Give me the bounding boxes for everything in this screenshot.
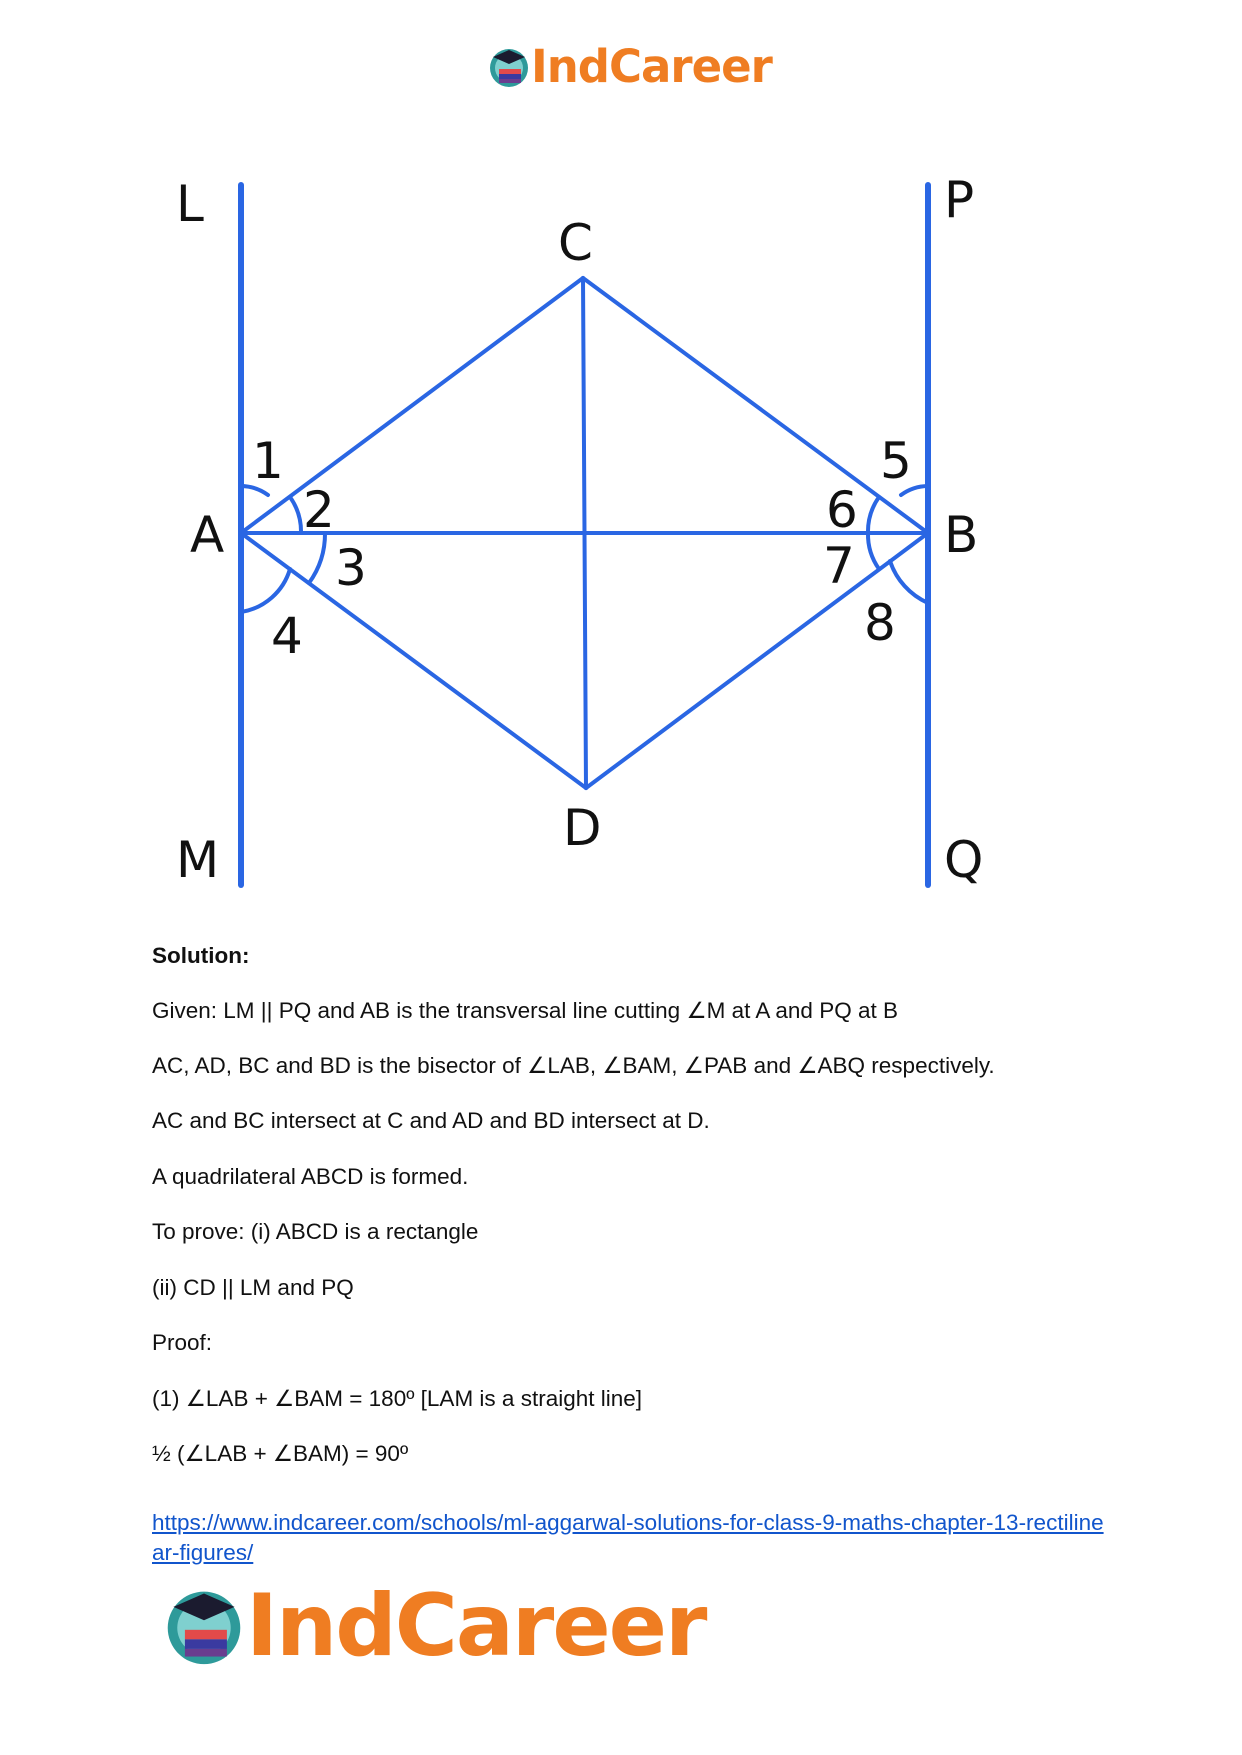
angle-arc-7 <box>868 533 879 569</box>
solution-heading: Solution: <box>152 943 250 968</box>
label-Q: Q <box>944 831 984 889</box>
label-B: B <box>944 506 979 564</box>
text-line: ½ (∠LAB + ∠BAM) = 90º <box>152 1441 409 1466</box>
text-line: (ii) CD || LM and PQ <box>152 1275 354 1300</box>
label-4: 4 <box>271 607 303 665</box>
segment-AC <box>241 278 583 533</box>
header-logo <box>487 40 772 93</box>
label-C: C <box>558 214 593 272</box>
label-5: 5 <box>880 432 912 490</box>
source-url-link[interactable]: https://www.indcareer.com/schools/ml-aggarwal-solutions-for-class-9-maths-chapter-13-rectilinear-figures/ <box>152 1510 1104 1565</box>
angle-arc-2 <box>290 497 301 533</box>
label-A: A <box>190 506 225 564</box>
label-3: 3 <box>335 539 367 597</box>
footer-logo <box>162 1576 705 1676</box>
angle-arc-4 <box>241 569 290 612</box>
label-L: L <box>176 175 204 233</box>
graduation-cap-book-icon <box>162 1584 246 1668</box>
graduation-cap-book-icon <box>487 45 531 89</box>
segment-DB <box>586 533 928 788</box>
geometry-figure <box>150 160 1010 900</box>
text-line: AC and BC intersect at C and AD and BD intersect at D. <box>152 1108 710 1133</box>
label-7: 7 <box>823 537 855 595</box>
label-M: M <box>176 831 220 889</box>
label-8: 8 <box>864 594 896 652</box>
label-6: 6 <box>826 481 858 539</box>
logo-text: IndCareer <box>531 40 772 93</box>
text-line: AC, AD, BC and BD is the bisector of ∠LAB, ∠BAM, ∠PAB and ∠ABQ respectively. <box>152 1053 995 1078</box>
label-1: 1 <box>252 432 284 490</box>
logo-text: IndCareer <box>246 1576 706 1676</box>
angle-arc-3 <box>309 533 325 583</box>
text-line: Proof: <box>152 1330 213 1355</box>
label-2: 2 <box>303 481 335 539</box>
text-line: To prove: (i) ABCD is a rectangle <box>152 1219 479 1244</box>
text-line: Given: LM || PQ and AB is the transversal line cutting ∠M at A and PQ at B <box>152 998 898 1023</box>
label-P: P <box>944 171 975 229</box>
text-line: (1) ∠LAB + ∠BAM = 180º [LAM is a straight line] <box>152 1386 643 1411</box>
text-line: A quadrilateral ABCD is formed. <box>152 1164 469 1189</box>
angle-arc-6 <box>868 497 879 533</box>
segment-CD <box>583 278 586 788</box>
label-D: D <box>563 799 602 857</box>
segment-CB <box>583 278 928 533</box>
